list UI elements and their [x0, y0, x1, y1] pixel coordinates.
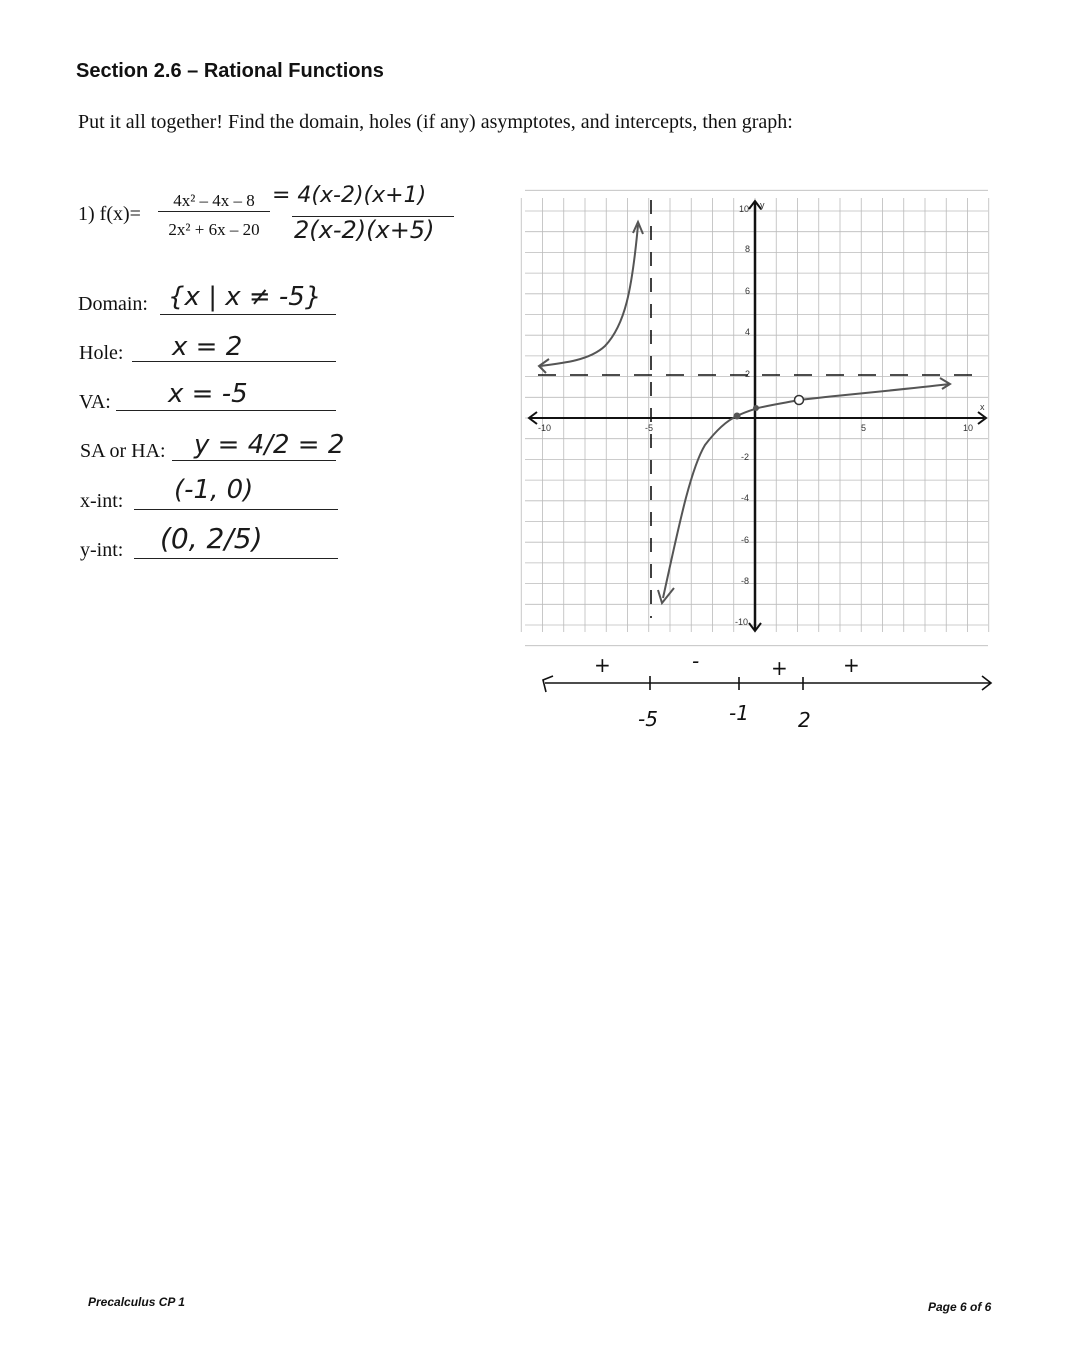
footer-course: Precalculus CP 1 — [88, 1295, 185, 1309]
y-int-label: y-int: — [80, 539, 124, 561]
domain-label: Domain: — [78, 293, 148, 315]
sign-chart-arrows-icon — [543, 676, 991, 692]
y-int-answer: (0, 2/5) — [160, 522, 263, 555]
numerator: 4x² – 4x – 8 — [158, 191, 270, 212]
ha-answer: y = 4/2 = 2 — [194, 430, 345, 460]
instructions: Put it all together! Find the domain, holes (if any) asymptotes, and intercepts, then graph: — [78, 111, 793, 133]
y-tick: -8 — [741, 576, 750, 586]
x-intercept-point — [734, 413, 741, 420]
y-tick: 8 — [745, 244, 751, 254]
left-branch-curve — [540, 225, 638, 366]
sign-interval: + — [594, 653, 611, 677]
y-tick: -6 — [741, 535, 750, 545]
footer-page: Page 6 of 6 — [928, 1300, 992, 1314]
x-tick: -5 — [645, 423, 654, 433]
va-label: VA: — [79, 391, 111, 413]
section-title: Section 2.6 – Rational Functions — [76, 60, 384, 82]
sign-point: -1 — [729, 701, 749, 725]
sign-point: 2 — [798, 708, 811, 732]
y-tick: 6 — [745, 286, 751, 296]
problem-number: 1) f(x)= — [78, 203, 141, 225]
y-intercept-point — [753, 405, 759, 411]
x-tick: 10 — [963, 423, 974, 433]
hole-answer: x = 2 — [172, 332, 243, 362]
denominator: 2x² + 6x – 20 — [168, 220, 260, 239]
sign-interval: - — [692, 649, 700, 673]
y-tick: -4 — [741, 493, 750, 503]
domain-answer: {x | x ≠ -5} — [168, 282, 322, 312]
x-axis-label: x — [980, 402, 985, 412]
curve-arrow-icon — [658, 378, 950, 603]
y-tick: -10 — [735, 617, 749, 627]
x-int-answer: (-1, 0) — [174, 475, 254, 505]
right-branch-curve — [663, 384, 950, 598]
va-answer: x = -5 — [168, 379, 248, 409]
ha-label: SA or HA: — [80, 440, 166, 462]
y-tick: 2 — [745, 369, 751, 379]
x-int-label: x-int: — [80, 490, 124, 512]
y-axis-label: y — [760, 200, 765, 210]
x-tick: -10 — [538, 423, 552, 433]
sign-interval: + — [843, 653, 860, 677]
factored-denominator: 2(x-2)(x+5) — [294, 216, 435, 244]
factored-numerator: = 4(x-2)(x+1) — [272, 183, 427, 208]
y-tick: -2 — [741, 452, 750, 462]
y-tick: 10 — [739, 204, 750, 214]
x-tick: 5 — [861, 423, 867, 433]
hole-point — [795, 396, 804, 405]
sign-interval: + — [771, 656, 788, 680]
sign-point: -5 — [638, 707, 658, 731]
y-tick: 4 — [745, 327, 751, 337]
hole-label: Hole: — [79, 342, 124, 364]
